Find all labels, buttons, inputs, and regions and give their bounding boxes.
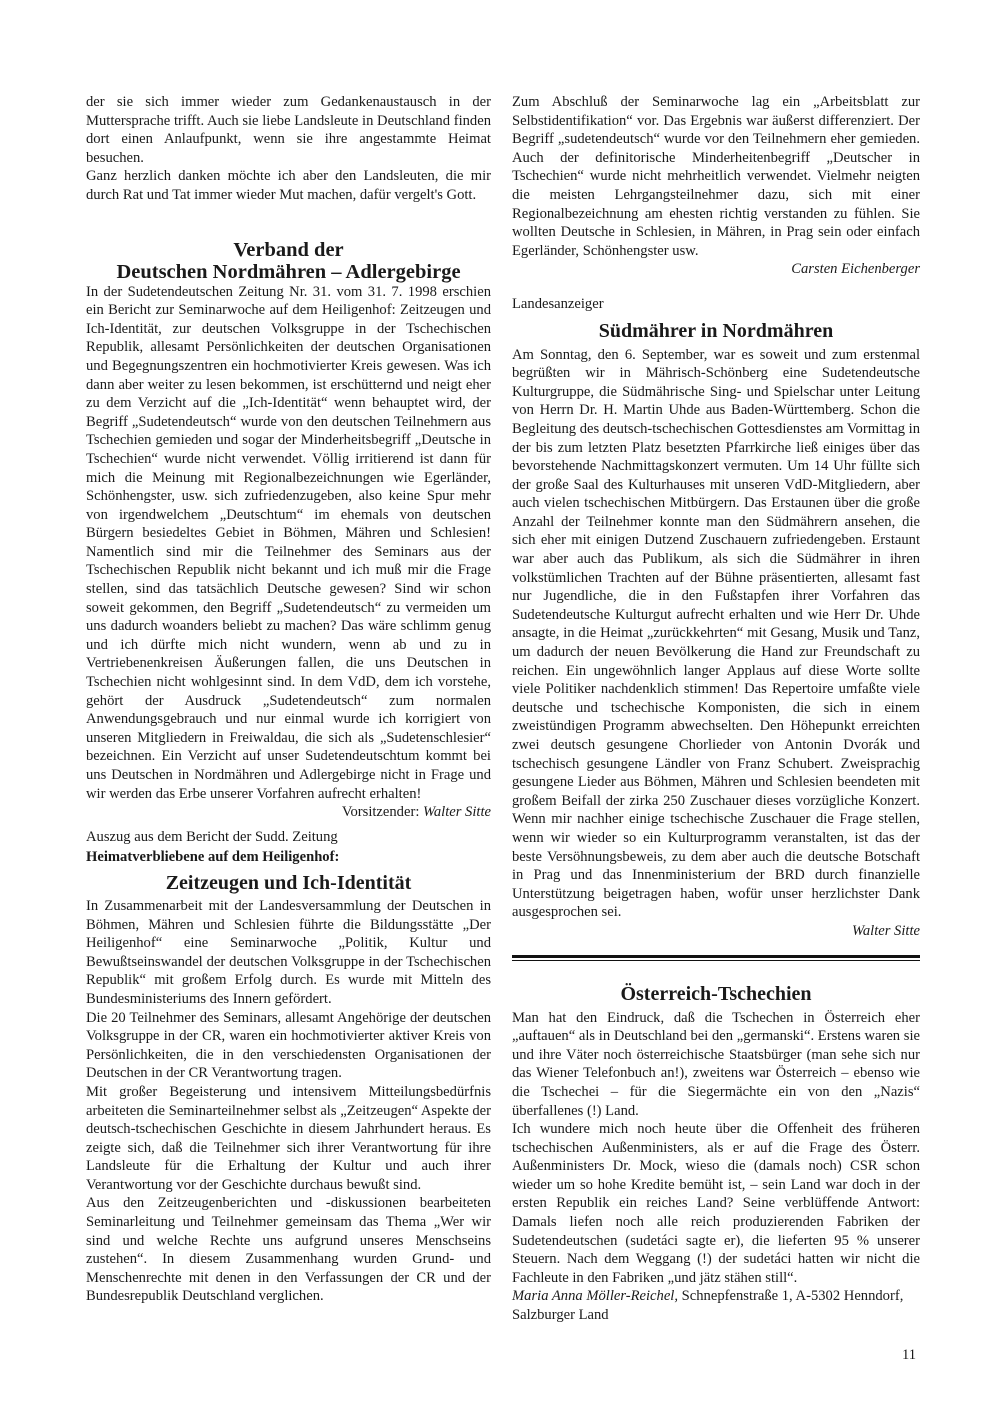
continuation-paragraph: Zum Abschluß der Seminarwoche lag ein „Arbeitsblatt zur Selbstidentifikation“ vor. Das Ergebnis war äußerst differenziert. Der Begriff „sudetendeutsch“ wurde vor den Teilnehmern eher gemieden. Auch der definitorische Minderheitenbegriff „Deutscher in Tschechien“ wurde nicht mehrheitlich verwendet. Vielmehr neigten die meisten Lehrgangsteilnehmer dazu, sich mit einer Regionalbezeichnung am ehesten richtig verstanden zu fühlen. Sie wollten Deutsche in Schlesien, in Mähren, in Prag sein oder einfach Egerländer, Schönhengster usw.	[512, 94, 920, 259]
left-column	[86, 93, 491, 1306]
intro-paragraph-1: der sie sich immer wieder zum Gedankenaustausch in der Muttersprache trifft. Auch sie liebe Landsleute in Deutschland finden dort einen Anlaufpunkt, wenn sie ihre angestammte Heimat besuchen.	[86, 94, 491, 166]
verband-title-line-2: Deutschen Nordmähren – Adlergebirge	[116, 260, 461, 283]
verband-title-line-1: Verband der	[233, 238, 344, 261]
suedmaehrer-signature	[512, 922, 920, 941]
zeitzeugen-paragraph-2: Die 20 Teilnehmer des Seminars, allesamt Angehörige der deutschen Volksgruppe in der CR, waren ein hochmotivierter aktiver Kreis von Persönlichkeiten, die in den verschiedensten Organisationen der Deutschen in der CR Verantwortung tragen.	[86, 1009, 491, 1082]
zeitzeugen-paragraph-1: In Zusammenarbeit mit der Landesversammlung der Deutschen in Böhmen, Mähren und Schlesien führte die Bildungsstätte „Der Heiligenhof“ eine Seminarwoche „Politik, Kultur und Bewußtseinswandel der deutschen Volksgruppe in der Tschechischen Republik“ mit großem Erfolg durch. Es wurde mit Mitteln des Bundesministeriums des Innern gefördert.	[86, 897, 491, 1007]
oesterreich-author-name: Maria Anna Möller-Reichel,	[512, 1288, 679, 1305]
right-column	[512, 93, 920, 1325]
zeitzeugen-paragraph-3: Mit großer Begeisterung und intensivem Mitteilungsbedürfnis arbeiteten die Seminarteilnehmer selbst als „Zeitzeugen“ Aspekte der deutsch-tschechischen Geschichte in diesem Jahrhundert heraus. Es zeigte sich, daß die Teilnehmer sich ihrer Verantwortung für ihre Landsleute für die Erhaltung der Kultur und auch ihrer Verantwortung vor der Geschichte durchaus bewußt sind.	[86, 1083, 491, 1193]
spacer	[86, 205, 491, 239]
suedmaehrer-signature-name: Walter Sitte	[852, 922, 920, 939]
suedmaehrer-title: Südmährer in Nordmähren	[598, 319, 834, 342]
verband-signature-name: Walter Sitte	[423, 804, 491, 821]
continuation-signature	[512, 260, 920, 279]
oesterreich-author-address: Schnepfenstraße 1, A-5302 Henndorf, Salzburger Land	[512, 1288, 904, 1324]
verband-signature-role: Vorsitzender:	[341, 804, 424, 821]
verband-body: In der Sudetendeutschen Zeitung Nr. 31. vom 31. 7. 1998 erschien ein Bericht zur Seminarwoche auf dem Heiligenhof: Zeitzeugen und Ich-Identität, zur deutschen Volksgruppe in der Tschechischen Republik, allesamt Persönlichkeiten der deutschen Organisationen und Begegnungszentren ein hochmotivierter Kreis gewesen. Was ich dann aber weiter zu lesen bekommen, ist erschütternd und neigt eher zu dem Verzicht auf die „Ich-Identität“ wenn behauptet wird, der Begriff „Sudetendeutsch“ wurde von den deutschen Teilnehmern aus Tschechien gemieden und sogar der Minderheitsbegriff „Deutsche in Tschechien“ wurde nicht verwendet. Völlig irritierend ist dann für mich die Meinung mit Regionalbezeichnungen wie Egerländer, Schönhengster, usw. sich zufriedenzugeben, also keine Spur mehr von irgendwelchem „Deutschtum“ im ehemals von deutschen Bürgern besiedeltes Gebiet in Böhmen, Mähren und Schlesien! Namentlich sind mir die Teilnehmer des Seminars aus der Tschechischen Republik nicht bekannt und ich muß mir die Frage stellen, sind das tatsächlich Deutsche gewesen? Sind wir schon soweit gekommen, den Begriff „Sudetendeutsch“ zu vermeiden um uns dadurch woanders beliebt zu machen? Das wäre schlimm genug und ich dürfte mich nicht wundern, wenn ab und zu in Vertriebenenkreisen Äußerungen fallen, die uns Deutschen in Tschechien nicht wohlgesinnt sind. In dem VdD, dem ich vorstehe, gehört der Ausdruck „Sudetendeutsch“ zum normalen Anwendungsgebrauch und nur einmal wurde ich korrigiert von unseren Mitgliedern in Freiwaldau, die sich als „Sudetenschlesier“ bezeichnen. Ein Verzicht auf unser Sudetendeutschtum kommt bei uns Deutschen in Nordmähren und Adlergebirge nicht in Frage und wir werden das Erbe unserer Vorfahren aufrecht erhalten!	[86, 283, 491, 802]
section-divider	[512, 955, 920, 961]
continuation-signature-name: Carsten Eichenberger	[791, 261, 920, 278]
oesterreich-author	[512, 1287, 920, 1324]
suedmaehrer-body: Am Sonntag, den 6. September, war es soweit und zum erstenmal begrüßten wir in Mährisch-Schönberg eine Sudetendeutsche Kulturgruppe, die Südmährische Sing- und Spielschar unter Leitung von Herrn Dr. H. Martin Uhde aus Baden-Württemberg. Schon die Begleitung des deutsch-tschechischen Gottesdienstes am Vormittag in der bis zum letzten Platz besetzten Pfarrkirche ließ einiges über das bevorstehende Nachmittagskonzert vermuten. Um 14 Uhr füllte sich der große Saal des Kulturhauses mit unseren VdD-Mitgliedern, aber auch vielen tschechischen Mitbürgern. Das Erstaunen über die große Anzahl der Teilnehmer konnte man den Südmährern ansehen, die sich eher mit einigen Dutzend Zuschauern zufriedengeben. Erstaunt war aber auch das Publikum, als sich die Südmährer in ihren volkstümlichen Trachten auf der Bühne präsentierten, allesamt fast nur Jugendliche, die in den Fußstapfen ihrer Vorfahren das Sudetendeutsche Kulturgut aufrecht erhalten und wie Herr Dr. Uhde ansagte, in die Heimat „zurückkehrten“ mit Gesang, Musik und Tanz, um dadurch der neuen Bevölkerung die Hand zur Freundschaft zu reichen. Ein ungewöhnlich langer Applaus auf diese Worte sollte viele Politiker nachdenklich stimmen! Das Repertoire umfaßte viele deutsche und tschechische Komponisten, die sich in einem zweistündigen Programm abwechselten. Den Höhepunkt erreichten zwei deutsch gesungene Chorlieder von Antonin Dvorák und tschechisch gesungene Ländler von Franz Schubert. Zweisprachig gesungene Lieder aus Böhmen, Mähren und Schlesien beendeten mit großem Beifall der zirka 250 Zuschauer dieses vorzügliche Konzert. Wenn mir nachher einige tschechische Zuschauer die Frage stellen, wenn wir wieder so ein Kulturprogramm veranstalten, ist das der beste Versöhnungsbeweis, zu dem aber auch die deutsche Botschaft in Prag und das Innenministerium der BRD durch finanzielle Unterstützung beigetragen haben, wofür unser herzlichster Dank ausgesprochen sei.	[512, 346, 921, 921]
zeitzeugen-kicker: Heimatverbliebene auf dem Heiligenhof:	[86, 849, 340, 866]
page-number: 11	[902, 1347, 917, 1363]
zeitzeugen-paragraph-4: Aus den Zeitzeugenberichten und -diskussionen bearbeiteten Seminarleitung und Teilnehmer gemeinsam das Thema „Wer wir sind und welche Rechte uns aufgrund unseres Menschseins zustehen“. In diesem Zusammenhang wurden Grund- und Menschenrechte mit denen in den Verfassungen der CR und der Bundesrepublik Deutschland verglichen.	[86, 1195, 491, 1305]
suedmaehrer-source: Landesanzeiger	[512, 295, 604, 312]
oesterreich-title: Österreich-Tschechien	[620, 982, 812, 1005]
oesterreich-paragraph-1: Man hat den Eindruck, daß die Tschechen in Österreich eher „auftauen“ als in Deutschland bei den „germanski“. Erstens waren sie und ihre Väter noch österreichische Staatsbürger (man sehe sich nur das Wiener Telefonbuch an!), zweitens war Österreich – ebenso wie die Tschechei – für die Siegermächte ein von den „Nazis“ überfallenes (!) Land.	[512, 1009, 920, 1119]
zeitzeugen-source: Auszug aus dem Bericht der Sudd. Zeitung	[86, 828, 338, 845]
intro-paragraph-2: Ganz herzlich danken möchte ich aber den Landsleuten, die mir durch Rat und Tat immer wieder Mut machen, dafür vergelt's Gott.	[86, 168, 491, 203]
verband-signature	[86, 803, 491, 822]
zeitzeugen-title: Zeitzeugen und Ich-Identität	[165, 871, 412, 894]
oesterreich-paragraph-2: Ich wundere mich noch heute über die Offenheit des früheren tschechischen Außenministers, als er auf die Frage des Österr. Außenministers Dr. Mock, wieso die (damals noch) CSR schon wieder um so hohe Kredite bemüht ist, – sein Land war doch in der ersten Republik ein reiches Land? Seine verblüffende Antwort: Damals liefen noch alle reich produzierenden Fabriken der Sudetendeutschen (sudetáci sagte er), die lieferten 95 % unserer Steuern. Nach dem Weggang (!) der sudetáci hatten wir nicht die Fachleute in den Fabriken „und jätz stähen still“.	[512, 1121, 920, 1286]
